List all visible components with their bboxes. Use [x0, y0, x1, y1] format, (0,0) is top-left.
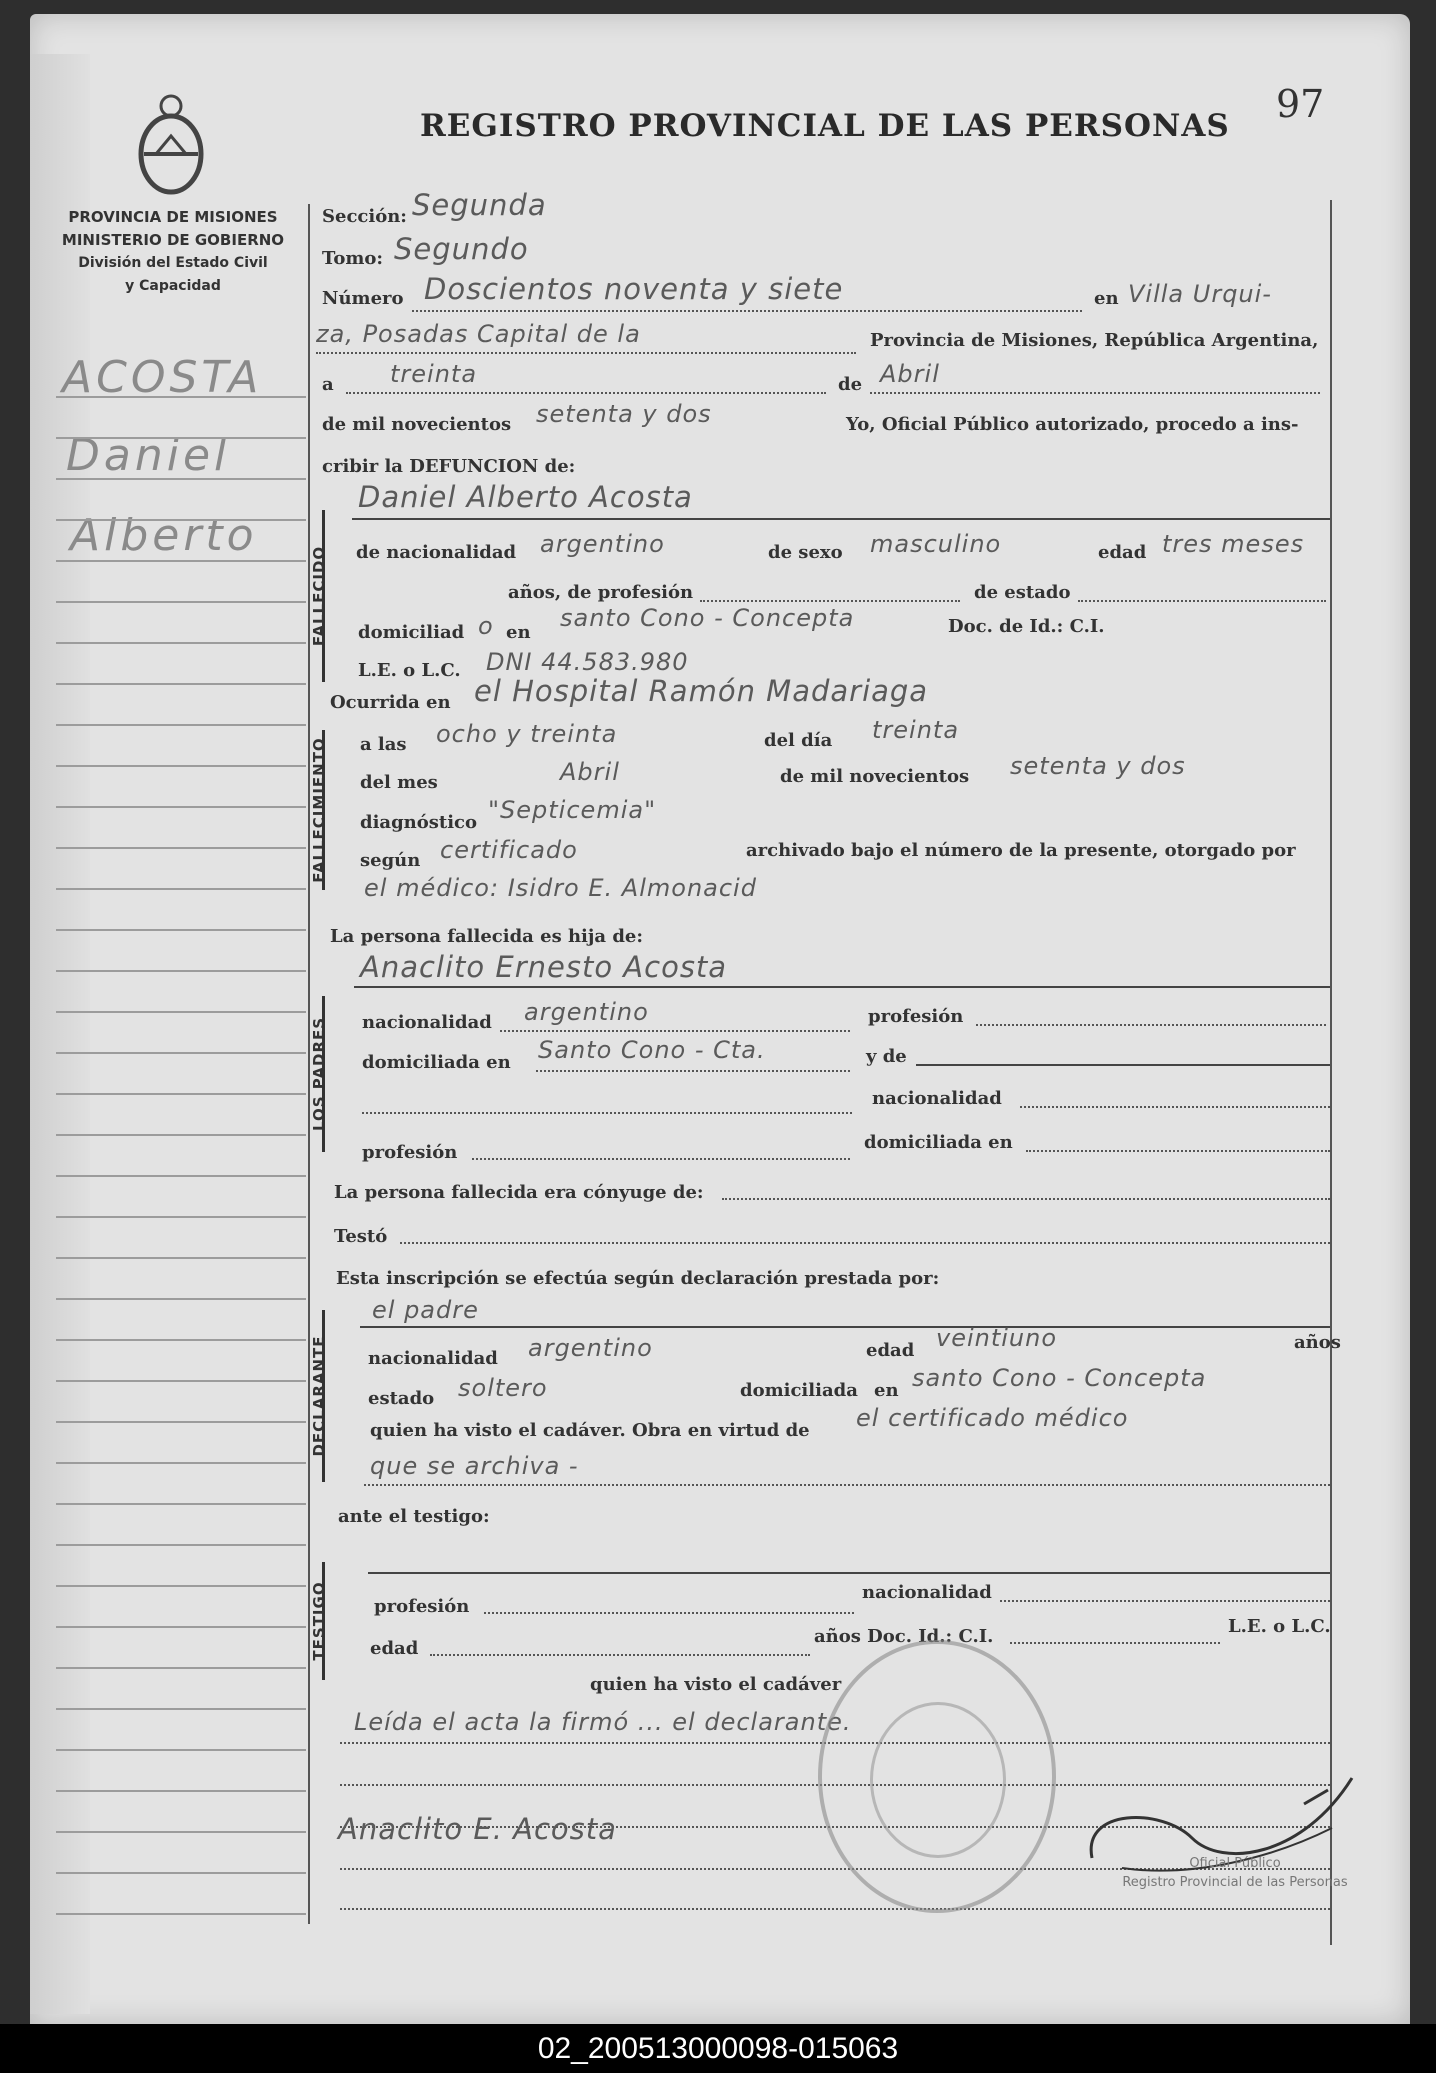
- section-declarante: [310, 1310, 351, 1482]
- label-profesion-testigo: profesión: [374, 1596, 470, 1617]
- margin-line: [56, 1503, 306, 1505]
- margin-line: [56, 560, 306, 562]
- label-inscripcion: Esta inscripción se efectúa según declaración prestada por:: [336, 1268, 940, 1289]
- value-edad-declarante: veintiuno: [936, 1324, 1058, 1352]
- margin-line: [56, 1052, 306, 1054]
- label-estado: de estado: [974, 582, 1071, 603]
- margin-line: [56, 1298, 306, 1300]
- section-fallecido-label: FALLECIDO: [310, 545, 328, 647]
- book-spine: [30, 54, 90, 2014]
- value-nacionalidad-fallecido: argentino: [540, 530, 665, 558]
- margin-line: [56, 1462, 306, 1464]
- line-obra-2: [364, 1484, 1330, 1486]
- office-heading: [50, 206, 296, 298]
- section-fallecido: [310, 510, 351, 682]
- label-edad-testigo: edad: [370, 1638, 419, 1659]
- label-sexo: de sexo: [768, 542, 843, 563]
- value-ocurrida: el Hospital Ramón Madariaga: [474, 674, 929, 708]
- section-fallecimiento: [310, 730, 351, 890]
- margin-line: [56, 1626, 306, 1628]
- margin-line: [56, 1708, 306, 1710]
- stamp-line-2: Registro Provincial de las Personas: [1122, 1875, 1348, 1890]
- office-division: División del Estado Civil: [78, 255, 268, 271]
- margin-line: [56, 1667, 306, 1669]
- label-seccion: Sección:: [322, 206, 407, 227]
- stamp-text: [1110, 1854, 1360, 1892]
- label-anos-profesion: años, de profesión: [508, 582, 694, 603]
- line-profesion: [700, 600, 960, 602]
- value-de-mil: setenta y dos: [536, 400, 712, 428]
- label-en-declarante: en: [874, 1380, 899, 1401]
- label-quien-visto-testigo: quien ha visto el cadáver: [590, 1674, 842, 1695]
- label-quien-visto: quien ha visto el cadáver. Obra en virtud de: [370, 1420, 810, 1441]
- value-tomo: Segundo: [394, 232, 529, 266]
- margin-line: [56, 929, 306, 931]
- label-conyuge: La persona fallecida era cónyuge de:: [334, 1182, 704, 1203]
- value-edad: tres meses: [1162, 530, 1305, 558]
- value-domicilio: santo Cono - Concepta: [560, 604, 855, 632]
- label-nacionalidad-madre: nacionalidad: [872, 1088, 1002, 1109]
- label-nacionalidad-padre: nacionalidad: [362, 1012, 492, 1033]
- line-nacionalidad-madre: [1020, 1106, 1330, 1108]
- value-estado-declarante: soltero: [458, 1374, 548, 1402]
- margin-line: [56, 1831, 306, 1833]
- label-de: de: [838, 374, 863, 395]
- value-en-2: za, Posadas Capital de la: [316, 320, 641, 348]
- margin-line: [56, 1257, 306, 1259]
- image-caption: 02_200513000098-015063: [0, 2024, 1436, 2073]
- closing-line: [340, 1908, 1330, 1910]
- line-profesion-madre: [472, 1158, 850, 1160]
- label-testo: Testó: [334, 1226, 388, 1247]
- label-provincia: Provincia de Misiones, República Argentina,: [870, 330, 1319, 351]
- line-de: [870, 392, 1320, 394]
- label-domiciliada-declarante: domiciliada: [740, 1380, 858, 1401]
- label-le-lc-testigo: L.E. o L.C.: [1228, 1616, 1331, 1637]
- label-nacionalidad-declarante: nacionalidad: [368, 1348, 498, 1369]
- office-province: PROVINCIA DE MISIONES: [68, 208, 278, 226]
- section-fallecimiento-label: FALLECIMIENTO: [310, 737, 328, 883]
- value-a-las: ocho y treinta: [436, 720, 618, 748]
- stamp-line-1: Oficial Público: [1189, 1856, 1281, 1871]
- label-doc-testigo: años Doc. Id.: C.I.: [814, 1626, 994, 1647]
- margin-line: [56, 765, 306, 767]
- signature-declarante: Anaclito E. Acosta: [338, 1812, 617, 1846]
- label-y-de: y de: [866, 1046, 907, 1067]
- label-domiciliad: domiciliad: [358, 622, 465, 643]
- margin-name-1: Daniel: [66, 430, 231, 481]
- value-de-mil-2: setenta y dos: [1010, 752, 1186, 780]
- margin-line: [56, 1011, 306, 1013]
- line-conyuge: [722, 1198, 1330, 1200]
- margin-line: [56, 683, 306, 685]
- margin-line: [56, 437, 306, 439]
- margin-line: [56, 1790, 306, 1792]
- line-estado: [1078, 600, 1326, 602]
- margin-line: [56, 642, 306, 644]
- line-doc-testigo: [1010, 1642, 1220, 1644]
- value-de: Abril: [880, 360, 940, 388]
- value-padre: Anaclito Ernesto Acosta: [360, 950, 728, 984]
- official-seal-icon: [818, 1640, 1056, 1913]
- label-archivado: archivado bajo el número de la presente, otorgado por: [746, 840, 1296, 861]
- value-nombre: Daniel Alberto Acosta: [358, 480, 693, 514]
- label-estado-declarante: estado: [368, 1388, 435, 1409]
- margin-line: [56, 1175, 306, 1177]
- line-domiciliada-madre: [1026, 1150, 1330, 1152]
- coat-of-arms-icon: [130, 92, 212, 200]
- value-leida: Leída el acta la firmó ... el declarante.: [354, 1708, 852, 1736]
- value-nacionalidad-padre: argentino: [524, 998, 649, 1026]
- section-testigo: [310, 1562, 351, 1680]
- line-madre-nombre: [362, 1112, 852, 1114]
- margin-line: [56, 1216, 306, 1218]
- section-padres: [310, 996, 351, 1152]
- value-seccion: Segunda: [412, 188, 547, 222]
- value-diagnostico: "Septicemia": [488, 796, 657, 824]
- margin-surname: ACOSTA: [62, 352, 263, 403]
- line-a: [346, 392, 826, 394]
- rule-nombre: [352, 518, 1330, 520]
- section-padres-label: LOS PADRES: [310, 1016, 328, 1132]
- value-numero: Doscientos noventa y siete: [424, 272, 844, 306]
- line-testo: [400, 1242, 1330, 1244]
- line-nacionalidad-testigo: [1000, 1600, 1330, 1602]
- line-profesion-testigo: [484, 1612, 854, 1614]
- label-nacionalidad-testigo: nacionalidad: [862, 1582, 992, 1603]
- line-edad-testigo: [430, 1654, 810, 1656]
- value-a: treinta: [390, 360, 478, 388]
- margin-line: [56, 1585, 306, 1587]
- margin-line: [56, 1421, 306, 1423]
- label-ocurrida: Ocurrida en: [330, 692, 451, 713]
- line-nacionalidad-padre: [500, 1030, 850, 1032]
- value-del-mes: Abril: [560, 758, 620, 786]
- page-number: 97: [1276, 82, 1325, 126]
- margin-line: [56, 478, 306, 480]
- label-hija-de: La persona fallecida es hija de:: [330, 926, 644, 947]
- label-domiciliada-madre: domiciliada en: [864, 1132, 1013, 1153]
- margin-name-2: Alberto: [70, 510, 258, 561]
- value-en: Villa Urqui-: [1128, 280, 1272, 308]
- value-domicilio-padre: Santo Cono - Cta.: [538, 1036, 766, 1064]
- label-edad: edad: [1098, 542, 1147, 563]
- label-doc-id: Doc. de Id.: C.I.: [948, 616, 1105, 637]
- margin-line: [56, 1134, 306, 1136]
- margin-line: [56, 1093, 306, 1095]
- margin-line: [56, 1544, 306, 1546]
- rule-testigo: [368, 1572, 1330, 1574]
- label-edad-declarante: edad: [866, 1340, 915, 1361]
- label-en: en: [1094, 288, 1119, 309]
- value-segun: certificado: [440, 836, 578, 864]
- value-domiciliad: o: [478, 612, 494, 640]
- label-ante-testigo: ante el testigo:: [338, 1506, 490, 1527]
- line-en-2: [316, 352, 856, 354]
- right-border: [1330, 200, 1332, 1945]
- label-segun: según: [360, 850, 421, 871]
- rule-padres: [354, 986, 1330, 988]
- margin-line: [56, 1339, 306, 1341]
- value-domicilio-declarante: santo Cono - Concepta: [912, 1364, 1207, 1392]
- label-de-mil: de mil novecientos: [322, 414, 512, 435]
- label-cribir: cribir la DEFUNCION de:: [322, 456, 576, 477]
- margin-line: [56, 847, 306, 849]
- label-anos-declarante: años: [1294, 1332, 1341, 1353]
- value-obra-2: que se archiva -: [370, 1452, 579, 1480]
- label-domiciliada-padre: domiciliada en: [362, 1052, 511, 1073]
- label-le-lc: L.E. o L.C.: [358, 660, 461, 681]
- page-title: REGISTRO PROVINCIAL DE LAS PERSONAS: [420, 108, 1230, 144]
- value-nacionalidad-declarante: argentino: [528, 1334, 653, 1362]
- label-del-mes: del mes: [360, 772, 438, 793]
- margin-line: [56, 806, 306, 808]
- label-yo: Yo, Oficial Público autorizado, procedo a ins-: [846, 414, 1299, 435]
- label-tomo: Tomo:: [322, 248, 384, 269]
- office-capacity: y Capacidad: [125, 278, 221, 294]
- line-numero: [412, 310, 1082, 312]
- line-domicilio-padre: [536, 1070, 850, 1072]
- value-le-lc: DNI 44.583.980: [486, 648, 689, 676]
- label-profesion-padre: profesión: [868, 1006, 964, 1027]
- value-obra: el certificado médico: [856, 1404, 1129, 1432]
- label-diagnostico: diagnóstico: [360, 812, 478, 833]
- margin-line: [56, 724, 306, 726]
- margin-line: [56, 396, 306, 398]
- label-profesion-madre: profesión: [362, 1142, 458, 1163]
- margin-line: [56, 1872, 306, 1874]
- label-de-mil-2: de mil novecientos: [780, 766, 970, 787]
- value-sexo: masculino: [870, 530, 1002, 558]
- value-declarante: el padre: [372, 1296, 479, 1324]
- label-en-dom: en: [506, 622, 531, 643]
- margin-line: [56, 888, 306, 890]
- margin-line: [56, 970, 306, 972]
- rule-declarante: [360, 1326, 1330, 1328]
- margin-line: [56, 1380, 306, 1382]
- margin-line: [56, 1749, 306, 1751]
- value-medico: el médico: Isidro E. Almonacid: [364, 874, 757, 902]
- label-numero: Número: [322, 288, 404, 309]
- label-a-las: a las: [360, 734, 407, 755]
- label-del-dia: del día: [764, 730, 833, 751]
- margin-line: [56, 1913, 306, 1915]
- margin-line: [56, 519, 306, 521]
- value-del-dia: treinta: [872, 716, 960, 744]
- section-testigo-label: TESTIGO: [310, 1581, 328, 1661]
- rule-madre: [916, 1064, 1330, 1066]
- section-declarante-label: DECLARANTE: [310, 1335, 328, 1457]
- line-profesion-padre: [976, 1024, 1326, 1026]
- label-a: a: [322, 374, 334, 395]
- margin-line: [56, 601, 306, 603]
- office-ministry: MINISTERIO DE GOBIERNO: [61, 231, 285, 249]
- label-nacionalidad-fallecido: de nacionalidad: [356, 542, 517, 563]
